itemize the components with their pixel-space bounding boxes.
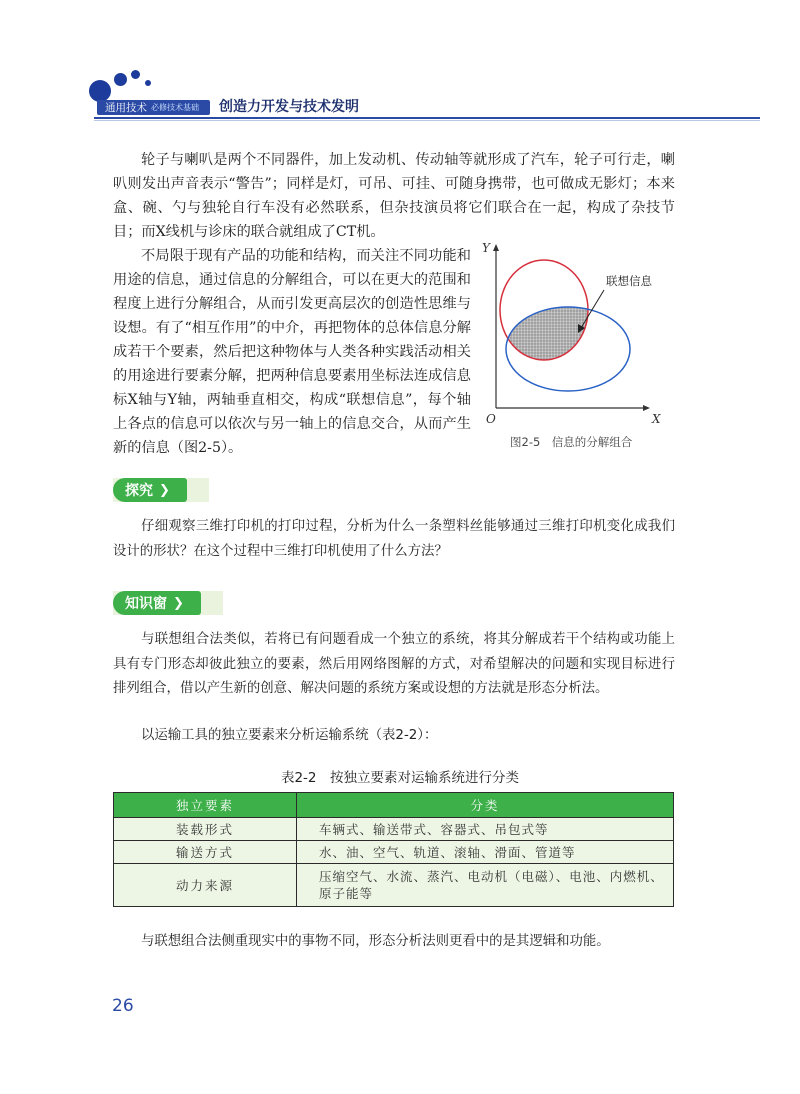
table-title: 表2-2 按独立要素对运输系统进行分类: [280, 770, 520, 786]
closing-paragraph: 与联想组合法侧重现实中的事物不同，形态分析法则更看中的是其逻辑和功能。: [141, 934, 610, 949]
header-dot: [89, 80, 111, 102]
y-axis-label: Y: [482, 241, 490, 255]
series-badge-main: 通用技术: [105, 102, 147, 114]
paragraph-2: 不局限于现有产品的功能和结构，而关注不同功能和用途的信息，通过信息的分解组合，可以在更大的范围和程度上进行分解组合，从而引发更高层次的创造性思维与设想。有了“相互作用”的中介，再把物体的总体信息分解成若干个要素，然后把这种物体与人类各种实践活动相关的用途进行要素分解，把两种信息要素用坐标法连成信息标X轴与Y轴，两轴垂直相交，构成“联想信息”，每个轴上各点的信息可以依次与另一轴上的信息交合，从而产生新的信息（图2-5）。: [113, 248, 471, 456]
header-dot: [145, 80, 151, 86]
x-axis-label: X: [652, 412, 661, 426]
explore-tag: [113, 478, 187, 502]
table-header-row: [114, 793, 674, 818]
table-row: [114, 818, 674, 841]
header-dot: [114, 73, 127, 86]
series-badge: [97, 100, 210, 115]
table-cell: 水、油、空气、轨道、滚轴、滑面、管道等: [297, 841, 674, 864]
figure-caption: 图2-5 信息的分解组合: [510, 435, 633, 449]
explore-text: 仔细观察三维打印机的打印过程，分析为什么一条塑料丝能够通过三维打印机变化成我们设计的形状？在这个过程中三维打印机使用了什么方法？: [113, 519, 675, 559]
x-axis-arrow-icon: [643, 405, 650, 411]
knowledge-paragraph-2: 以运输工具的独立要素来分析运输系统（表2-2）：: [141, 728, 438, 743]
origin-label: O: [486, 412, 496, 426]
knowledge-tag-label: 知识窗: [125, 596, 167, 612]
chapter-title: 创造力开发与技术发明: [219, 99, 359, 115]
table-cell: 装载形式: [114, 818, 297, 841]
classification-table: [113, 792, 674, 907]
explore-tag-label: 探究: [125, 483, 153, 499]
chevron-right-icon: ❯: [173, 595, 184, 611]
table-cell: 压缩空气、水流、蒸汽、电动机（电磁）、电池、内燃机、原子能等: [297, 864, 674, 907]
chevron-right-icon: ❯: [159, 482, 170, 498]
annotation-label: 联想信息: [606, 274, 652, 288]
table-row: [114, 841, 674, 864]
figure-venn-diagram: [474, 238, 674, 430]
table-header-cell: 分类: [297, 793, 674, 818]
table-row: [114, 864, 674, 907]
y-axis-arrow-icon: [493, 244, 499, 251]
knowledge-tag: [113, 591, 201, 615]
series-badge-sub: 必修技术基础: [151, 103, 199, 112]
table-cell: 动力来源: [114, 864, 297, 907]
table-cell: 输送方式: [114, 841, 297, 864]
table-header-cell: 独立要素: [114, 793, 297, 818]
paragraph-1: 轮子与喇叭是两个不同器件，加上发动机、传动轴等就形成了汽车，轮子可行走，喇叭则发出声音表示“警告”；同样是灯，可吊、可挂、可随身携带，也可做成无影灯；本来盒、碗、勺与独轮自行车没有必然联系，但杂技演员将它们联合在一起，构成了杂技节目；而X线机与诊床的联合就组成了CT机。: [113, 152, 675, 240]
page-number: 26: [112, 996, 134, 1016]
header-rule: [94, 117, 760, 119]
knowledge-paragraph-1: 与联想组合法类似，若将已有问题看成一个独立的系统，将其分解成若干个结构或功能上具有专门形态却彼此独立的要素，然后用网络图解的方式，对希望解决的问题和实现目标进行排列组合，借以产生新的创意、解决问题的系统方案或设想的方法就是形态分析法。: [113, 632, 675, 696]
table-cell: 车辆式、输送带式、容器式、吊包式等: [297, 818, 674, 841]
header-dot: [131, 70, 140, 79]
header-rule-thin: [94, 120, 760, 121]
